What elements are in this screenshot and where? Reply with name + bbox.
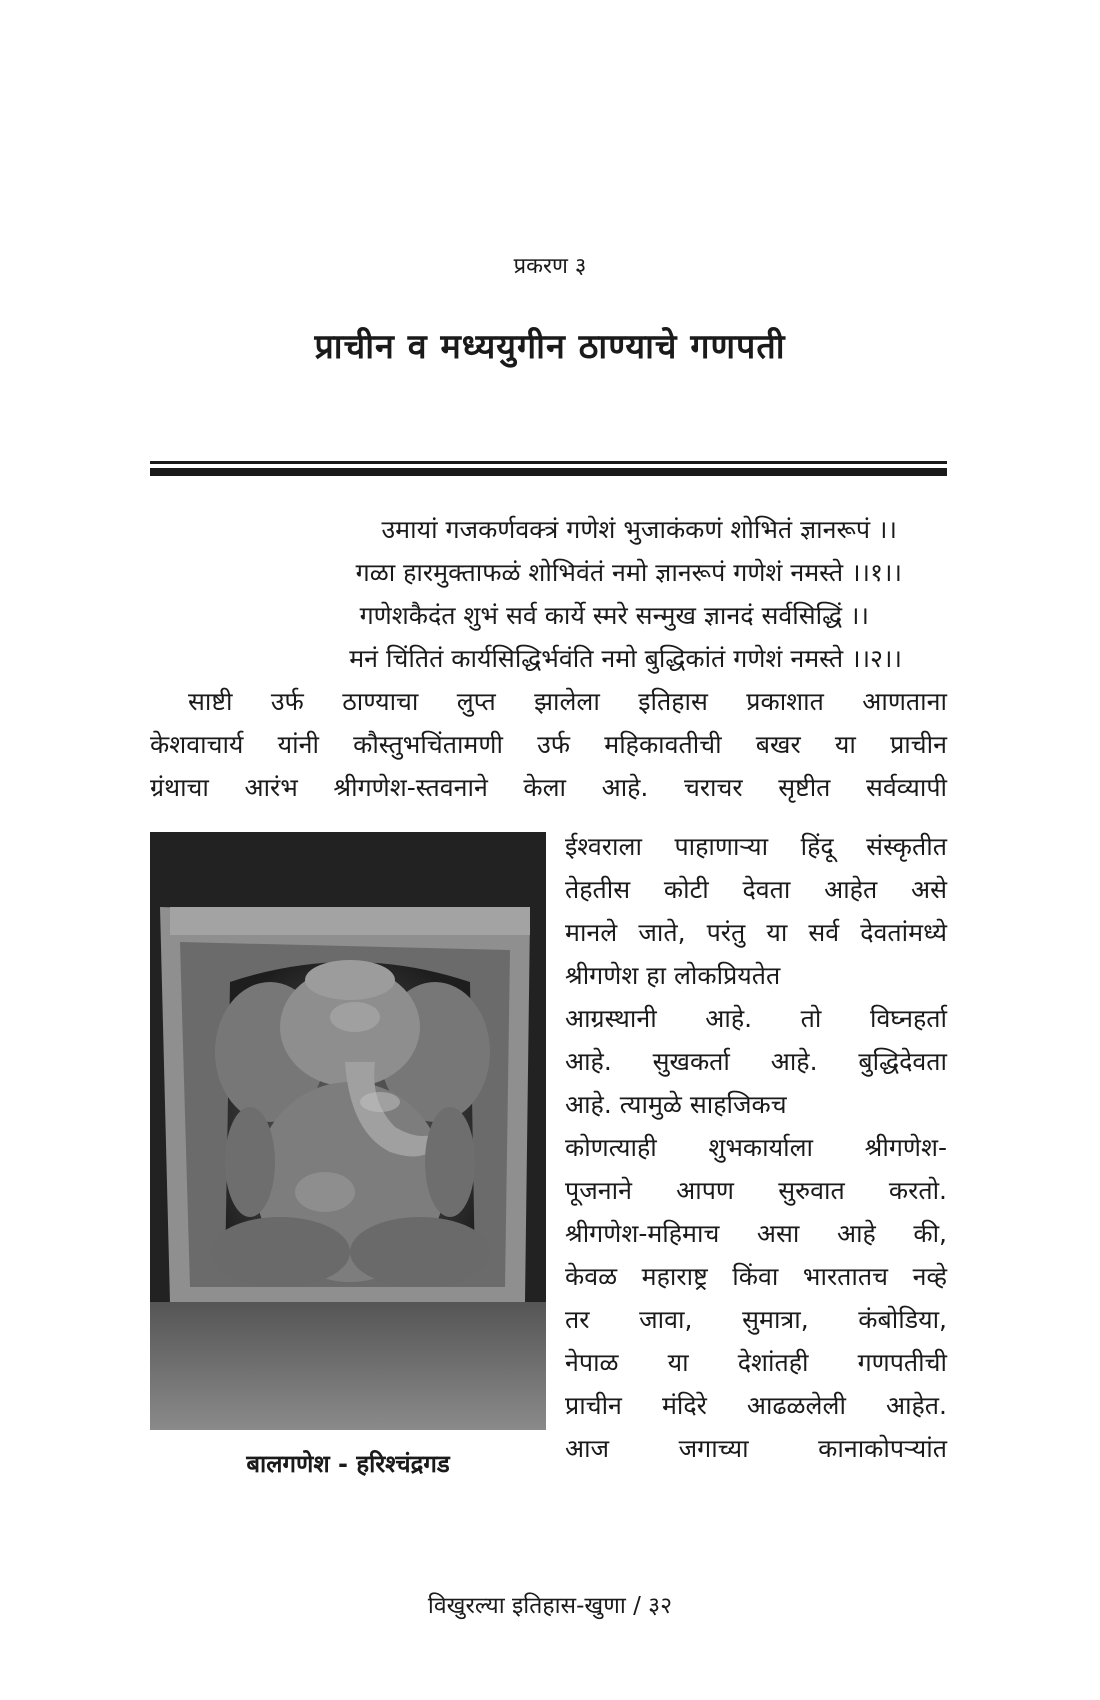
- chapter-label: प्रकरण ३: [513, 254, 587, 279]
- paragraph-line: ग्रंथाचा आरंभ श्रीगणेश-स्तवनाने केला आहे. चराचर सृष्टीत सर्वव्यापी: [150, 773, 947, 802]
- paragraph-line: आहे. त्यामुळे साहजिकच: [565, 1090, 787, 1119]
- verse-line: गणेशकैदंत शुभं सर्व कार्ये स्मरे सन्मुख ज्ञानदं सर्वसिद्धिं ।।: [359, 601, 869, 630]
- sanskrit-verse: [150, 508, 947, 680]
- paragraph-line: श्रीगणेश हा लोकप्रियतेत: [565, 961, 781, 990]
- paragraph-line: साष्टी उर्फ ठाण्याचा लुप्त झालेला इतिहास प्रकाशात आणताना: [188, 687, 947, 716]
- title-rule-thick: [150, 468, 947, 476]
- intro-paragraph: [150, 680, 947, 809]
- paragraph-line: नेपाळ या देशांतही गणपतीची: [565, 1348, 947, 1377]
- paragraph-line: मानले जाते, परंतु या सर्व देवतांमध्ये: [565, 918, 947, 947]
- paragraph-line: केवळ महाराष्ट्र किंवा भारतातच नव्हे: [565, 1262, 947, 1291]
- paragraph-line: श्रीगणेश-महिमाच असा आहे की,: [565, 1219, 947, 1248]
- paragraph-line: आहे. सुखकर्ता आहे. बुद्धिदेवता: [565, 1047, 947, 1076]
- chapter-title: प्राचीन व मध्ययुगीन ठाण्याचे गणपती: [314, 327, 786, 367]
- ganesh-idol-photo: [150, 832, 546, 1430]
- paragraph-line: तर जावा, सुमात्रा, कंबोडिया,: [565, 1305, 947, 1334]
- paragraph-line: आग्रस्थानी आहे. तो विघ्नहर्ता: [565, 1004, 947, 1033]
- side-paragraph: [565, 825, 947, 1470]
- paragraph-line: पूजनाने आपण सुरुवात करतो.: [565, 1176, 947, 1205]
- page-footer: विखुरल्या इतिहास-खुणा / ३२: [427, 1593, 673, 1619]
- paragraph-line: कोणत्याही शुभकार्याला श्रीगणेश-: [565, 1133, 947, 1162]
- paragraph-line: केशवाचार्य यांनी कौस्तुभचिंतामणी उर्फ महिकावतीची बखर या प्राचीन: [150, 730, 947, 759]
- paragraph-line: ईश्वराला पाहाणाऱ्या हिंदू संस्कृतीत: [565, 832, 947, 861]
- verse-line: उमायां गजकर्णवक्त्रं गणेशं भुजाकंकणं शोभितं ज्ञानरूपं ।।: [381, 515, 897, 544]
- verse-line: गळा हारमुक्ताफळं शोभिवंतं नमो ज्ञानरूपं गणेशं नमस्ते ।।१।।: [355, 558, 902, 587]
- verse-line: मनं चिंतितं कार्यसिद्धिर्भवंति नमो बुद्धिकांतं गणेशं नमस्ते ।।२।।: [349, 644, 902, 673]
- paragraph-line: प्राचीन मंदिरे आढळलेली आहेत.: [565, 1391, 947, 1420]
- title-rule-thin: [150, 461, 947, 464]
- paragraph-line: आज जगाच्या कानाकोपऱ्यांत: [565, 1434, 947, 1463]
- photo-caption: बालगणेश - हरिश्चंद्रगड: [246, 1450, 450, 1478]
- paragraph-line: तेहतीस कोटी देवता आहेत असे: [565, 875, 947, 904]
